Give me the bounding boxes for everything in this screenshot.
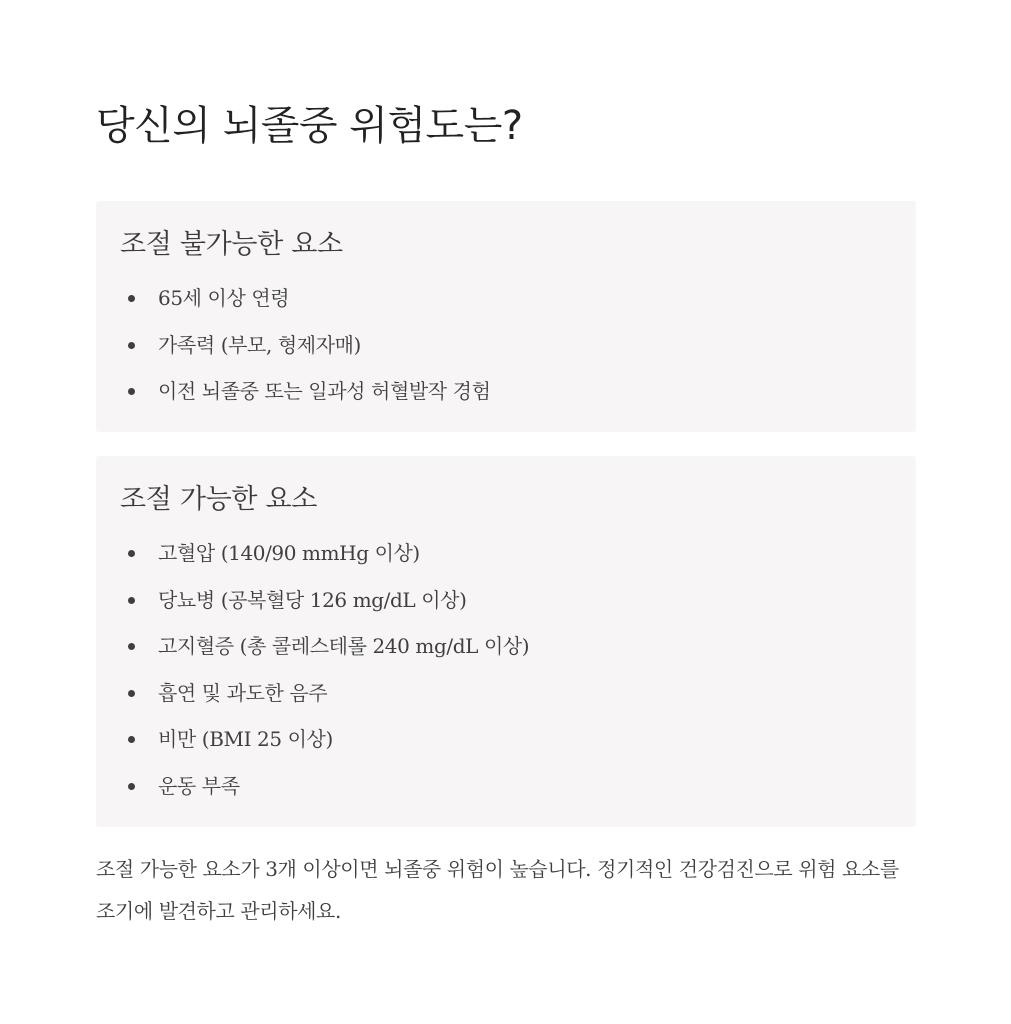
list-item-text: 65세 이상 연령 bbox=[158, 286, 290, 310]
list-item-text: 비만 (BMI 25 이상) bbox=[158, 727, 333, 751]
modifiable-factors-heading: 조절 가능한 요소 bbox=[120, 484, 318, 515]
bullet-icon bbox=[128, 597, 135, 604]
bullet-icon bbox=[128, 550, 135, 557]
list-item bbox=[120, 530, 892, 577]
footer-note: 조절 가능한 요소가 3개 이상이면 뇌졸중 위험이 높습니다. 정기적인 건강검진으로 위험 요소를 조기에 발견하고 관리하세요. bbox=[96, 857, 899, 923]
non-modifiable-factors-card bbox=[96, 201, 916, 432]
bullet-icon bbox=[128, 690, 135, 697]
list-item bbox=[120, 763, 892, 810]
list-item-text: 흡연 및 과도한 음주 bbox=[158, 680, 328, 705]
bullet-icon bbox=[128, 295, 135, 302]
page-title: 당신의 뇌졸중 위험도는? bbox=[96, 103, 523, 149]
list-item bbox=[120, 322, 892, 369]
list-item-text: 운동 부족 bbox=[158, 773, 240, 798]
list-item bbox=[120, 275, 892, 322]
list-item bbox=[120, 670, 892, 717]
list-item bbox=[120, 716, 892, 763]
non-modifiable-factors-list bbox=[120, 275, 892, 415]
list-item-text: 가족력 (부모, 형제자매) bbox=[158, 332, 361, 357]
list-item bbox=[120, 368, 892, 415]
bullet-icon bbox=[128, 783, 135, 790]
modifiable-factors-list bbox=[120, 530, 892, 809]
list-item-text: 고혈압 (140/90 mmHg 이상) bbox=[158, 541, 420, 565]
bullet-icon bbox=[128, 643, 135, 650]
bullet-icon bbox=[128, 736, 135, 743]
bullet-icon bbox=[128, 342, 135, 349]
list-item bbox=[120, 623, 892, 670]
list-item bbox=[120, 577, 892, 624]
list-item-text: 이전 뇌졸중 또는 일과성 허혈발작 경험 bbox=[158, 379, 491, 403]
modifiable-factors-card bbox=[96, 456, 916, 827]
list-item-text: 당뇨병 (공복혈당 126 mg/dL 이상) bbox=[158, 587, 467, 612]
list-item-text: 고지혈증 (총 콜레스테롤 240 mg/dL 이상) bbox=[158, 634, 530, 658]
bullet-icon bbox=[128, 388, 135, 395]
non-modifiable-factors-heading: 조절 불가능한 요소 bbox=[120, 229, 343, 260]
